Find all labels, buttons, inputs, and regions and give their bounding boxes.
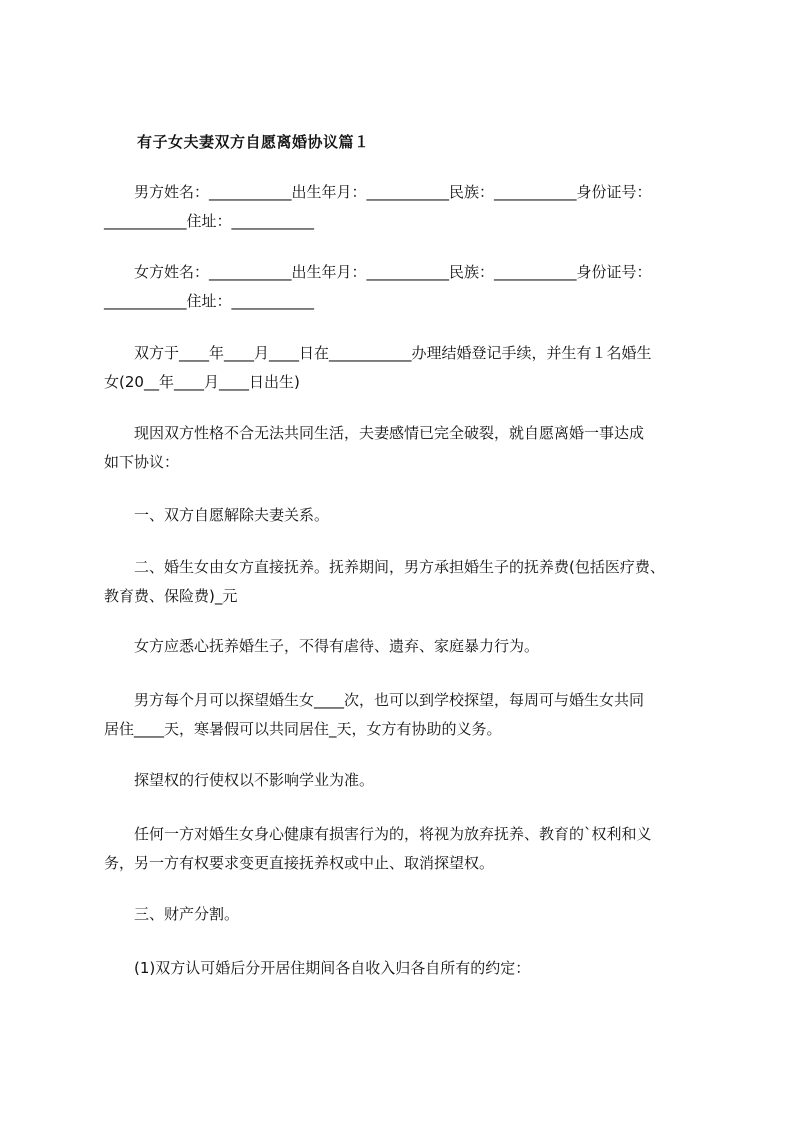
- paragraph-clause-1: [104, 501, 704, 530]
- text-line: 女(20__年____月____日出生): [104, 373, 300, 391]
- text-line: 务，另一方有权要求变更直接抚养权或中止、取消探望权。: [104, 854, 495, 872]
- text-line: 如下协议：: [104, 453, 180, 471]
- paragraph-visitation-rule: [104, 766, 704, 795]
- text-line: 男方每个月可以探望婚生女____次，也可以到学校探望，每周可与婚生女共同: [104, 691, 645, 709]
- text-line: 现因双方性格不合无法共同生活，夫妻感情已完全破裂，就自愿离婚一事达成: [104, 424, 645, 442]
- text-line: 一、双方自愿解除夫妻关系。: [104, 506, 330, 524]
- text-line: (1)双方认可婚后分开居住期间各自收入归各自所有的约定：: [104, 959, 531, 977]
- paragraph-visitation: [104, 686, 704, 744]
- paragraph-female-duty: [104, 632, 704, 661]
- text-line: 二、婚生女由女方直接抚养。抚养期间，男方承担婚生子的抚养费(包括医疗费、: [104, 558, 665, 576]
- document-title: 有子女夫妻双方自愿离婚协议篇１: [137, 133, 370, 151]
- text-line: ___________住址：___________: [104, 212, 315, 230]
- paragraph-male-info: [104, 178, 704, 236]
- paragraph-female-info: [104, 258, 704, 316]
- text-line: 双方于____年____月____日在___________办理结婚登记手续，并生有１名婚生: [104, 344, 652, 362]
- text-line: 男方姓名：___________出生年月：___________民族：___________身份证号：: [104, 183, 652, 201]
- text-line: 探望权的行使权以不影响学业为准。: [104, 771, 375, 789]
- paragraph-harm-clause: [104, 820, 704, 878]
- paragraph-clause-3: [104, 900, 704, 929]
- paragraph-marriage-registration: [104, 339, 704, 397]
- paragraph-clause-3-1: [104, 954, 704, 983]
- text-line: 任何一方对婚生女身心健康有损害行为的，将视为放弃抚养、教育的`权利和义: [104, 825, 652, 843]
- text-line: 女方姓名：___________出生年月：___________民族：___________身份证号：: [104, 263, 652, 281]
- text-line: 三、财产分割。: [104, 905, 240, 923]
- paragraph-reason: [104, 419, 704, 477]
- text-line: 居住____天，寒暑假可以共同居住_天，女方有协助的义务。: [104, 720, 502, 738]
- paragraph-clause-2: [104, 553, 704, 611]
- text-line: 女方应悉心抚养婚生子，不得有虐待、遗弃、家庭暴力行为。: [104, 637, 540, 655]
- text-line: 教育费、保险费)_元: [104, 587, 238, 605]
- text-line: ___________住址：___________: [104, 292, 315, 310]
